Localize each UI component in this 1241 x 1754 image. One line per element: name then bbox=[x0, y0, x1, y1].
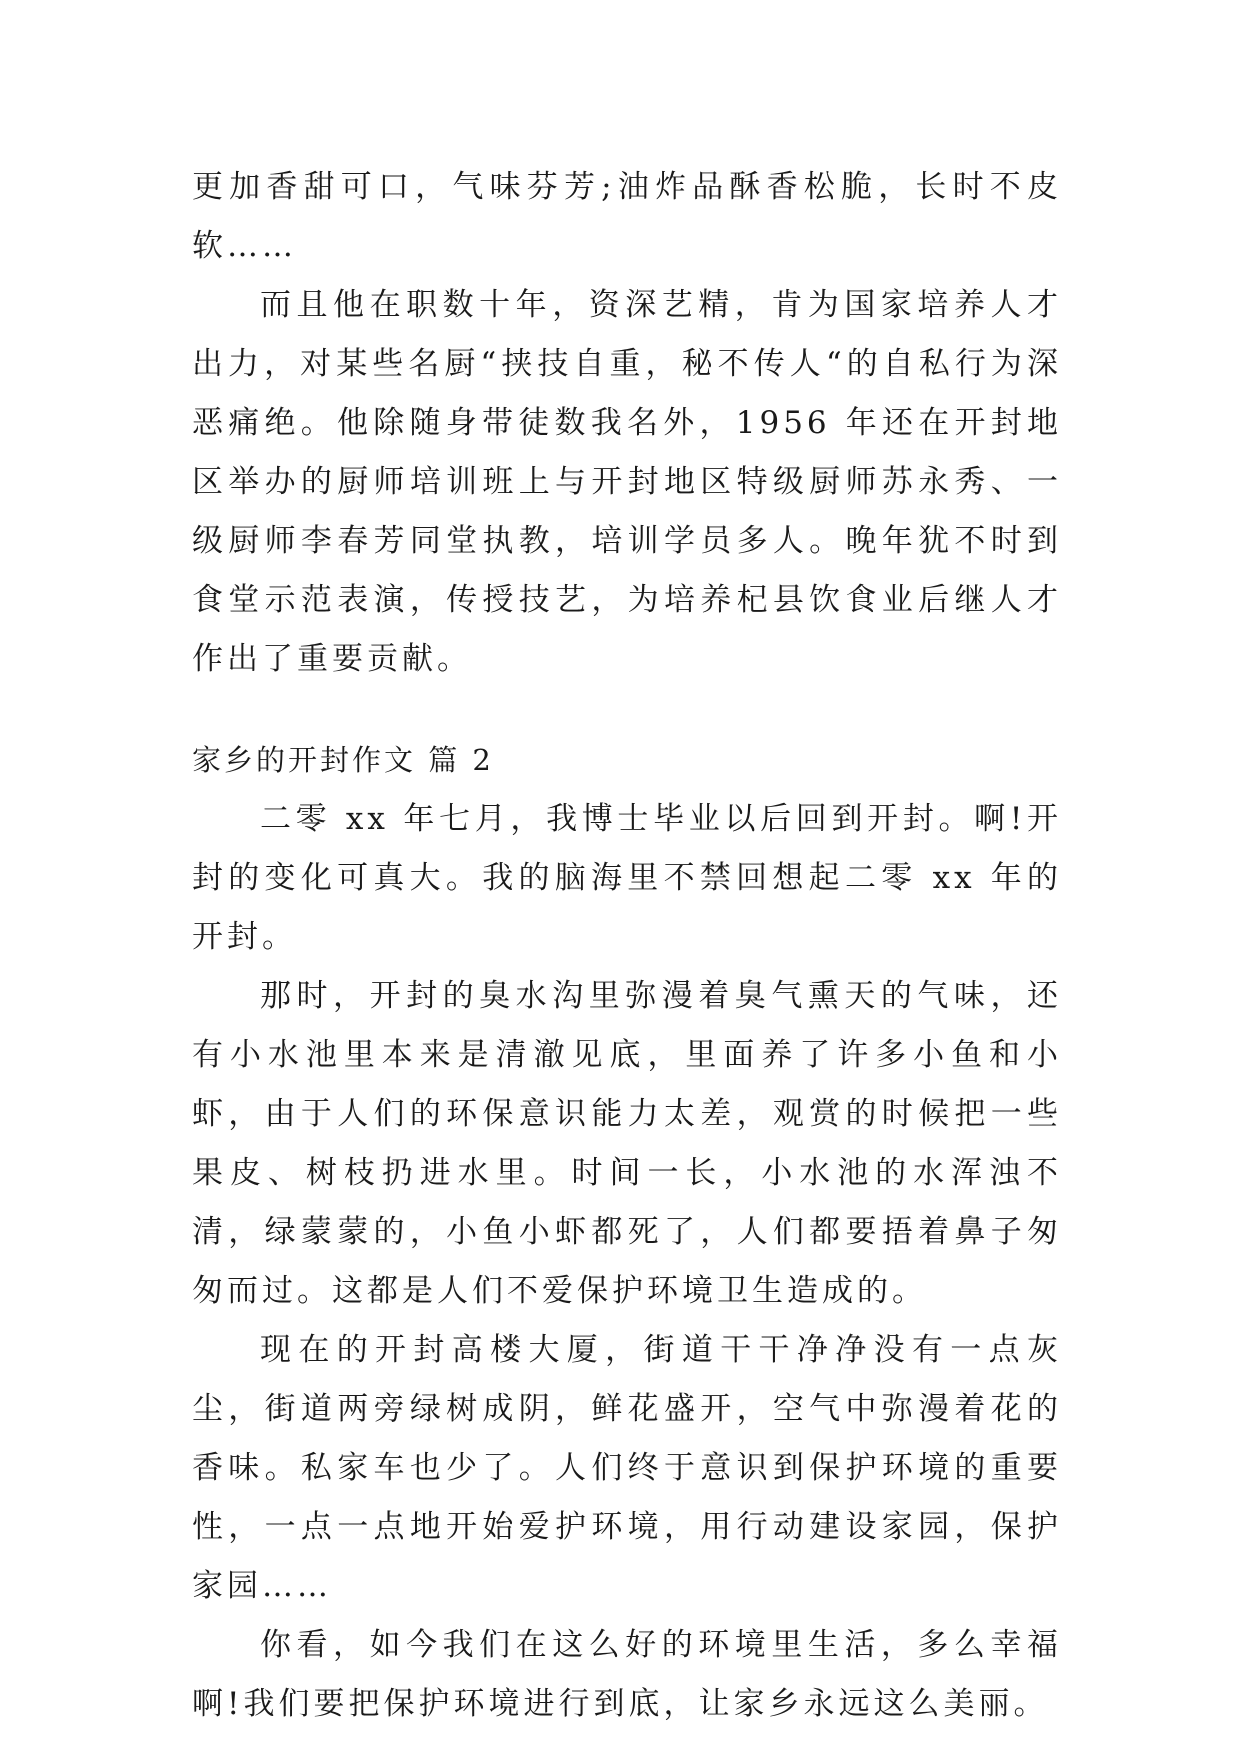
section-title: 家乡的开封作文 篇 2 bbox=[192, 743, 494, 777]
paragraph-chef-contribution: 而且他在职数十年，资深艺精，肯为国家培养人才出力，对某些名厨“挟技自重，秘不传人“的自私行为深恶痛绝。他除随身带徒数我名外，1956 年还在开封地区举办的厨师培训班上与开封地区特级厨师苏永秀、一级厨师李春芳同堂执教，培训学员多人。晚年犹不时到食堂示范表演，传授技艺，为培养杞县饮食业后继人才作出了重要贡献。 bbox=[192, 287, 1062, 677]
paragraph-continuation: 更加香甜可口，气味芬芳;油炸品酥香松脆，长时不皮软…… bbox=[192, 169, 1062, 264]
paragraph-past-pollution: 那时，开封的臭水沟里弥漫着臭气熏天的气味，还有小水池里本来是清澈见底，里面养了许多小鱼和小虾，由于人们的环保意识能力太差，观赏的时候把一些果皮、树枝扔进水里。时间一长，小水池的水浑浊不清，绿蒙蒙的，小鱼小虾都死了，人们都要捂着鼻子匆匆而过。这都是人们不爱保护环境卫生造成的。 bbox=[192, 978, 1062, 1309]
paragraph-conclusion: 你看，如今我们在这么好的环境里生活，多么幸福啊!我们要把保护环境进行到底，让家乡永远这么美丽。 bbox=[192, 1627, 1062, 1722]
paragraph-return-home: 二零 xx 年七月，我博士毕业以后回到开封。啊!开封的变化可真大。我的脑海里不禁回想起二零 xx 年的开封。 bbox=[192, 801, 1062, 955]
section-gap bbox=[192, 689, 1062, 731]
document-page bbox=[192, 158, 1062, 1734]
paragraph-present-city: 现在的开封高楼大厦，街道干干净净没有一点灰尘，街道两旁绿树成阴，鲜花盛开，空气中弥漫着花的香味。私家车也少了。人们终于意识到保护环境的重要性，一点一点地开始爱护环境，用行动建设家园，保护家园…… bbox=[192, 1332, 1062, 1604]
